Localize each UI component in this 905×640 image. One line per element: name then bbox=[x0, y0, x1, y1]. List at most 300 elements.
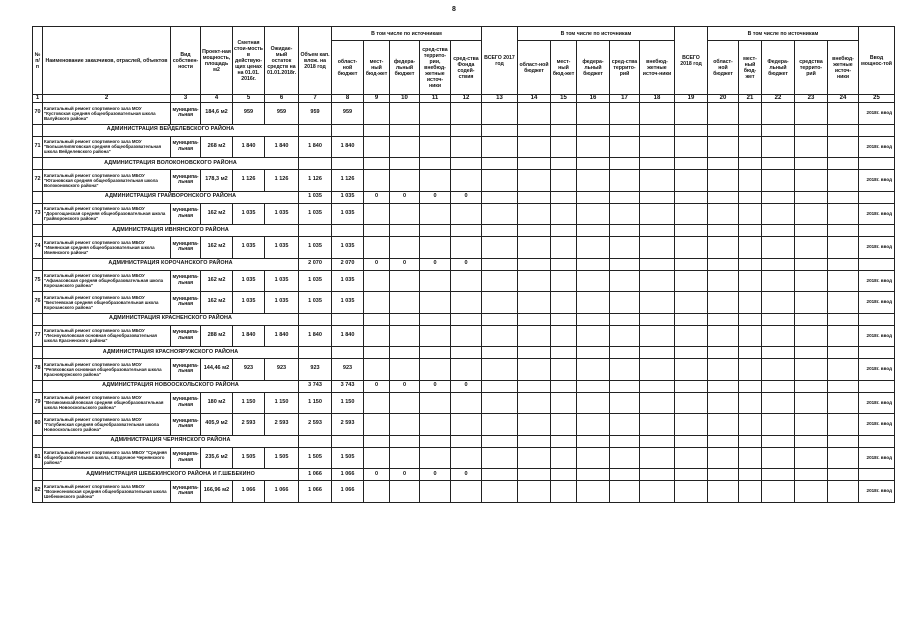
blank-cell bbox=[675, 447, 708, 469]
federal-budget bbox=[390, 170, 420, 192]
district-territory-funds: 0 bbox=[420, 469, 451, 481]
blank-cell bbox=[551, 359, 577, 381]
blank-cell bbox=[708, 237, 739, 259]
header-sources-group-1: В том числе по источникам bbox=[332, 27, 482, 41]
federal-budget bbox=[390, 136, 420, 158]
blank-cell bbox=[610, 313, 640, 325]
commissioning-note: 2018г. ввод bbox=[859, 270, 895, 292]
blank-cell bbox=[859, 124, 895, 136]
blank-cell bbox=[739, 203, 762, 225]
blank-cell bbox=[551, 380, 577, 392]
table-row bbox=[33, 392, 895, 414]
blank-cell bbox=[708, 325, 739, 347]
blank-cell bbox=[610, 447, 640, 469]
district-investment-total: 1 035 bbox=[299, 191, 332, 203]
district-name: АДМИНИСТРАЦИЯ КОРОЧАНСКОГО РАЙОНА bbox=[43, 258, 299, 270]
commissioning-note: 2018г. ввод bbox=[859, 414, 895, 436]
blank-cell bbox=[33, 191, 43, 203]
blank-cell bbox=[518, 103, 551, 125]
blank-cell bbox=[708, 481, 739, 503]
row-number: 73 bbox=[33, 203, 43, 225]
district-local-budget bbox=[364, 225, 390, 237]
district-investment-total: 1 066 bbox=[299, 469, 332, 481]
estimated-cost: 1 126 bbox=[233, 170, 265, 192]
blank-cell bbox=[640, 359, 675, 381]
district-investment-total bbox=[299, 313, 332, 325]
district-territory-funds bbox=[420, 158, 451, 170]
federal-budget bbox=[390, 359, 420, 381]
blank-cell bbox=[551, 313, 577, 325]
blank-cell bbox=[828, 481, 859, 503]
territory-funds bbox=[420, 203, 451, 225]
blank-cell bbox=[482, 447, 518, 469]
blank-cell bbox=[828, 392, 859, 414]
blank-cell bbox=[739, 414, 762, 436]
blank-cell bbox=[640, 392, 675, 414]
blank-cell bbox=[577, 380, 610, 392]
estimated-cost: 959 bbox=[233, 103, 265, 125]
blank-cell bbox=[708, 124, 739, 136]
estimated-cost: 1 840 bbox=[233, 325, 265, 347]
table-row bbox=[33, 170, 895, 192]
blank-cell bbox=[762, 414, 795, 436]
blank-cell bbox=[828, 469, 859, 481]
column-number: 16 bbox=[577, 95, 610, 103]
district-header-row bbox=[33, 225, 895, 237]
investment-2018: 923 bbox=[299, 359, 332, 381]
commissioning-note: 2018г. ввод bbox=[859, 237, 895, 259]
header-g3-local: мест-ный бюд-жет bbox=[739, 41, 762, 95]
territory-funds bbox=[420, 414, 451, 436]
investment-2018: 1 505 bbox=[299, 447, 332, 469]
ownership-type: муниципа-льная bbox=[171, 170, 201, 192]
local-budget bbox=[364, 203, 390, 225]
regional-budget: 1 840 bbox=[332, 325, 364, 347]
header-total-2017: ВСЕГО 2017 год bbox=[482, 27, 518, 95]
blank-cell bbox=[577, 124, 610, 136]
federal-budget bbox=[390, 103, 420, 125]
blank-cell bbox=[762, 103, 795, 125]
header-name: Наименование заказчиков, отраслей, объектов bbox=[43, 27, 171, 95]
column-number: 19 bbox=[675, 95, 708, 103]
blank-cell bbox=[551, 124, 577, 136]
blank-cell bbox=[708, 469, 739, 481]
blank-cell bbox=[762, 258, 795, 270]
table-row bbox=[33, 359, 895, 381]
commissioning-note: 2018г. ввод bbox=[859, 170, 895, 192]
object-name: Капитальный ремонт спортивного зала МОУ "Репяховская основная общеобразовательная школа Краснояружского района" bbox=[43, 359, 171, 381]
column-number: 22 bbox=[762, 95, 795, 103]
capacity-area: 268 м2 bbox=[201, 136, 233, 158]
estimated-cost: 1 840 bbox=[233, 136, 265, 158]
blank-cell bbox=[795, 414, 828, 436]
federal-budget bbox=[390, 237, 420, 259]
district-regional-budget: 3 743 bbox=[332, 380, 364, 392]
local-budget bbox=[364, 325, 390, 347]
fund-support bbox=[451, 170, 482, 192]
blank-cell bbox=[762, 158, 795, 170]
header-g2-territory: сред-ства террито-рий bbox=[610, 41, 640, 95]
blank-cell bbox=[551, 469, 577, 481]
district-header-row bbox=[33, 258, 895, 270]
blank-cell bbox=[551, 347, 577, 359]
blank-cell bbox=[33, 158, 43, 170]
local-budget bbox=[364, 103, 390, 125]
column-number: 1 bbox=[33, 95, 43, 103]
blank-cell bbox=[551, 270, 577, 292]
blank-cell bbox=[739, 347, 762, 359]
blank-cell bbox=[577, 447, 610, 469]
blank-cell bbox=[675, 325, 708, 347]
blank-cell bbox=[675, 158, 708, 170]
estimated-cost: 1 035 bbox=[233, 270, 265, 292]
regional-budget: 1 840 bbox=[332, 136, 364, 158]
blank-cell bbox=[482, 203, 518, 225]
blank-cell bbox=[33, 258, 43, 270]
blank-cell bbox=[610, 103, 640, 125]
object-name: Капитальный ремонт спортивного зала МБОУ "Средняя общеобразовательная школа, с.Ездочное Чернянского района" bbox=[43, 447, 171, 469]
fund-support bbox=[451, 325, 482, 347]
expected-remainder: 923 bbox=[265, 359, 299, 381]
federal-budget bbox=[390, 392, 420, 414]
column-number: 23 bbox=[795, 95, 828, 103]
blank-cell bbox=[762, 325, 795, 347]
table-row bbox=[33, 203, 895, 225]
blank-cell bbox=[762, 481, 795, 503]
blank-cell bbox=[739, 380, 762, 392]
expected-remainder: 1 150 bbox=[265, 392, 299, 414]
investment-2018: 1 150 bbox=[299, 392, 332, 414]
district-federal-budget: 0 bbox=[390, 258, 420, 270]
regional-budget: 1 035 bbox=[332, 237, 364, 259]
blank-cell bbox=[610, 237, 640, 259]
blank-cell bbox=[518, 447, 551, 469]
blank-cell bbox=[795, 313, 828, 325]
blank-cell bbox=[739, 447, 762, 469]
blank-cell bbox=[33, 380, 43, 392]
blank-cell bbox=[739, 325, 762, 347]
blank-cell bbox=[482, 158, 518, 170]
blank-cell bbox=[859, 225, 895, 237]
local-budget bbox=[364, 392, 390, 414]
column-number: 7 bbox=[299, 95, 332, 103]
district-fund-support: 0 bbox=[451, 469, 482, 481]
district-fund-support bbox=[451, 435, 482, 447]
blank-cell bbox=[551, 203, 577, 225]
district-name: АДМИНИСТРАЦИЯ ШЕБЕКИНСКОГО РАЙОНА И Г.ШЕБЕКИНО bbox=[43, 469, 299, 481]
district-name: АДМИНИСТРАЦИЯ КРАСНЕНСКОГО РАЙОНА bbox=[43, 313, 299, 325]
blank-cell bbox=[708, 103, 739, 125]
object-name: Капитальный ремонт спортивного зала МБОУ "Вознесеновская средняя общеобразовательная школа Шебекинского района" bbox=[43, 481, 171, 503]
district-fund-support bbox=[451, 347, 482, 359]
blank-cell bbox=[610, 325, 640, 347]
capacity-area: 166,96 м2 bbox=[201, 481, 233, 503]
blank-cell bbox=[610, 469, 640, 481]
territory-funds bbox=[420, 325, 451, 347]
regional-budget: 1 035 bbox=[332, 203, 364, 225]
blank-cell bbox=[610, 158, 640, 170]
object-name: Капитальный ремонт спортивного зала МБОУ "Лесноуколовская основная общеобразовательная школа Красненского района" bbox=[43, 325, 171, 347]
district-territory-funds bbox=[420, 124, 451, 136]
local-budget bbox=[364, 136, 390, 158]
expected-remainder: 1 035 bbox=[265, 270, 299, 292]
blank-cell bbox=[795, 380, 828, 392]
blank-cell bbox=[577, 203, 610, 225]
estimated-cost: 1 035 bbox=[233, 203, 265, 225]
header-g3-regional: област-ной бюджет bbox=[708, 41, 739, 95]
blank-cell bbox=[708, 435, 739, 447]
district-fund-support: 0 bbox=[451, 380, 482, 392]
blank-cell bbox=[482, 481, 518, 503]
fund-support bbox=[451, 447, 482, 469]
blank-cell bbox=[640, 469, 675, 481]
blank-cell bbox=[577, 237, 610, 259]
blank-cell bbox=[610, 124, 640, 136]
blank-cell bbox=[795, 136, 828, 158]
blank-cell bbox=[577, 313, 610, 325]
header-investment-2018: Объем кап. влож. на 2018 год bbox=[299, 27, 332, 95]
fund-support bbox=[451, 237, 482, 259]
blank-cell bbox=[518, 347, 551, 359]
district-header-row bbox=[33, 435, 895, 447]
commissioning-note: 2018г. ввод bbox=[859, 481, 895, 503]
capacity-area: 162 м2 bbox=[201, 203, 233, 225]
blank-cell bbox=[675, 191, 708, 203]
blank-cell bbox=[739, 292, 762, 314]
table-row bbox=[33, 292, 895, 314]
column-number: 11 bbox=[420, 95, 451, 103]
header-g2-regional: област-ной бюджет bbox=[518, 41, 551, 95]
object-name: Капитальный ремонт спортивного зала МОУ "Кустовская средняя общеобразовательная школа Валуйского района" bbox=[43, 103, 171, 125]
blank-cell bbox=[551, 103, 577, 125]
blank-cell bbox=[610, 191, 640, 203]
blank-cell bbox=[551, 237, 577, 259]
blank-cell bbox=[482, 191, 518, 203]
district-investment-total bbox=[299, 124, 332, 136]
blank-cell bbox=[859, 380, 895, 392]
blank-cell bbox=[795, 103, 828, 125]
blank-cell bbox=[518, 191, 551, 203]
blank-cell bbox=[577, 325, 610, 347]
header-g1-territory: сред-ства террито-рии, внебюд-жетные источ-ники bbox=[420, 41, 451, 95]
expected-remainder: 959 bbox=[265, 103, 299, 125]
header-sources-group-3: В том числе по источникам bbox=[708, 27, 859, 41]
blank-cell bbox=[762, 313, 795, 325]
blank-cell bbox=[482, 325, 518, 347]
blank-cell bbox=[739, 270, 762, 292]
blank-cell bbox=[828, 258, 859, 270]
blank-cell bbox=[518, 292, 551, 314]
blank-cell bbox=[795, 469, 828, 481]
blank-cell bbox=[610, 380, 640, 392]
district-territory-funds bbox=[420, 435, 451, 447]
blank-cell bbox=[739, 237, 762, 259]
blank-cell bbox=[708, 313, 739, 325]
blank-cell bbox=[640, 347, 675, 359]
blank-cell bbox=[762, 203, 795, 225]
capacity-area: 405,9 м2 bbox=[201, 414, 233, 436]
blank-cell bbox=[518, 313, 551, 325]
ownership-type: муниципа-льная bbox=[171, 103, 201, 125]
blank-cell bbox=[828, 414, 859, 436]
commissioning-note: 2018г. ввод bbox=[859, 359, 895, 381]
blank-cell bbox=[762, 136, 795, 158]
object-name: Капитальный ремонт спортивного зала МБОУ "Дорогощанская средняя общеобразовательная школа Грайворонского района" bbox=[43, 203, 171, 225]
ownership-type: муниципа-льная bbox=[171, 414, 201, 436]
object-name: Капитальный ремонт спортивного зала МБОУ "Ютановская средняя общеобразовательная школа Волоконовского района" bbox=[43, 170, 171, 192]
ownership-type: муниципа-льная bbox=[171, 136, 201, 158]
territory-funds bbox=[420, 292, 451, 314]
blank-cell bbox=[795, 447, 828, 469]
object-name: Капитальный ремонт спортивного зала МОУ "Большелипяговская средняя общеобразовательная школа Вейделевского района" bbox=[43, 136, 171, 158]
blank-cell bbox=[675, 380, 708, 392]
row-number: 77 bbox=[33, 325, 43, 347]
district-name: АДМИНИСТРАЦИЯ НОВООСКОЛЬСКОГО РАЙОНА bbox=[43, 380, 299, 392]
federal-budget bbox=[390, 203, 420, 225]
column-number: 18 bbox=[640, 95, 675, 103]
blank-cell bbox=[551, 435, 577, 447]
district-investment-total bbox=[299, 158, 332, 170]
blank-cell bbox=[33, 124, 43, 136]
commissioning-note: 2018г. ввод bbox=[859, 136, 895, 158]
estimated-cost: 1 150 bbox=[233, 392, 265, 414]
federal-budget bbox=[390, 325, 420, 347]
blank-cell bbox=[795, 191, 828, 203]
district-federal-budget bbox=[390, 313, 420, 325]
blank-cell bbox=[482, 313, 518, 325]
blank-cell bbox=[762, 237, 795, 259]
expected-remainder: 1 066 bbox=[265, 481, 299, 503]
blank-cell bbox=[739, 136, 762, 158]
column-number: 8 bbox=[332, 95, 364, 103]
header-g3-offbudget: внебюд-жетные источ-ники bbox=[828, 41, 859, 95]
blank-cell bbox=[828, 237, 859, 259]
regional-budget: 1 126 bbox=[332, 170, 364, 192]
blank-cell bbox=[675, 136, 708, 158]
blank-cell bbox=[762, 380, 795, 392]
table-row bbox=[33, 447, 895, 469]
header-number: № п/п bbox=[33, 27, 43, 95]
blank-cell bbox=[708, 392, 739, 414]
district-territory-funds: 0 bbox=[420, 258, 451, 270]
district-local-budget bbox=[364, 347, 390, 359]
blank-cell bbox=[828, 313, 859, 325]
fund-support bbox=[451, 270, 482, 292]
row-number: 78 bbox=[33, 359, 43, 381]
local-budget bbox=[364, 237, 390, 259]
district-header-row bbox=[33, 313, 895, 325]
blank-cell bbox=[762, 170, 795, 192]
estimated-cost: 923 bbox=[233, 359, 265, 381]
row-number: 75 bbox=[33, 270, 43, 292]
blank-cell bbox=[551, 447, 577, 469]
blank-cell bbox=[551, 191, 577, 203]
blank-cell bbox=[828, 447, 859, 469]
fund-support bbox=[451, 203, 482, 225]
capacity-area: 184,6 м2 bbox=[201, 103, 233, 125]
blank-cell bbox=[762, 225, 795, 237]
blank-cell bbox=[762, 270, 795, 292]
blank-cell bbox=[482, 469, 518, 481]
blank-cell bbox=[675, 347, 708, 359]
expected-remainder: 2 593 bbox=[265, 414, 299, 436]
expected-remainder: 1 035 bbox=[265, 237, 299, 259]
capital-investment-table bbox=[32, 26, 895, 503]
blank-cell bbox=[795, 170, 828, 192]
blank-cell bbox=[640, 380, 675, 392]
row-number: 70 bbox=[33, 103, 43, 125]
blank-cell bbox=[675, 270, 708, 292]
district-name: АДМИНИСТРАЦИЯ КРАСНОЯРУЖСКОГО РАЙОНА bbox=[43, 347, 299, 359]
blank-cell bbox=[640, 203, 675, 225]
regional-budget: 1 066 bbox=[332, 481, 364, 503]
header-g2-federal: федера-льный бюджет bbox=[577, 41, 610, 95]
blank-cell bbox=[551, 170, 577, 192]
investment-2018: 1 035 bbox=[299, 270, 332, 292]
blank-cell bbox=[577, 158, 610, 170]
blank-cell bbox=[828, 292, 859, 314]
investment-2018: 2 593 bbox=[299, 414, 332, 436]
blank-cell bbox=[675, 313, 708, 325]
fund-support bbox=[451, 359, 482, 381]
regional-budget: 1 505 bbox=[332, 447, 364, 469]
blank-cell bbox=[795, 203, 828, 225]
blank-cell bbox=[640, 325, 675, 347]
blank-cell bbox=[675, 103, 708, 125]
blank-cell bbox=[610, 347, 640, 359]
blank-cell bbox=[828, 136, 859, 158]
blank-cell bbox=[482, 225, 518, 237]
blank-cell bbox=[518, 359, 551, 381]
territory-funds bbox=[420, 392, 451, 414]
blank-cell bbox=[482, 170, 518, 192]
district-fund-support: 0 bbox=[451, 258, 482, 270]
column-number: 14 bbox=[518, 95, 551, 103]
blank-cell bbox=[610, 392, 640, 414]
district-name: АДМИНИСТРАЦИЯ ИВНЯНСКОГО РАЙОНА bbox=[43, 225, 299, 237]
ownership-type: муниципа-льная bbox=[171, 292, 201, 314]
page-number: 8 bbox=[452, 6, 456, 13]
blank-cell bbox=[708, 447, 739, 469]
local-budget bbox=[364, 481, 390, 503]
blank-cell bbox=[577, 347, 610, 359]
blank-cell bbox=[795, 158, 828, 170]
blank-cell bbox=[828, 203, 859, 225]
district-investment-total bbox=[299, 347, 332, 359]
fund-support bbox=[451, 414, 482, 436]
blank-cell bbox=[577, 435, 610, 447]
blank-cell bbox=[675, 124, 708, 136]
district-investment-total: 2 070 bbox=[299, 258, 332, 270]
blank-cell bbox=[518, 225, 551, 237]
blank-cell bbox=[739, 392, 762, 414]
table-row bbox=[33, 414, 895, 436]
blank-cell bbox=[551, 392, 577, 414]
blank-cell bbox=[708, 225, 739, 237]
district-local-budget bbox=[364, 158, 390, 170]
header-commissioning: Ввод мощнос-той bbox=[859, 27, 895, 95]
blank-cell bbox=[577, 225, 610, 237]
fund-support bbox=[451, 392, 482, 414]
row-number: 71 bbox=[33, 136, 43, 158]
blank-cell bbox=[675, 225, 708, 237]
territory-funds bbox=[420, 103, 451, 125]
blank-cell bbox=[828, 270, 859, 292]
district-federal-budget bbox=[390, 158, 420, 170]
column-number: 12 bbox=[451, 95, 482, 103]
district-federal-budget bbox=[390, 435, 420, 447]
blank-cell bbox=[739, 313, 762, 325]
